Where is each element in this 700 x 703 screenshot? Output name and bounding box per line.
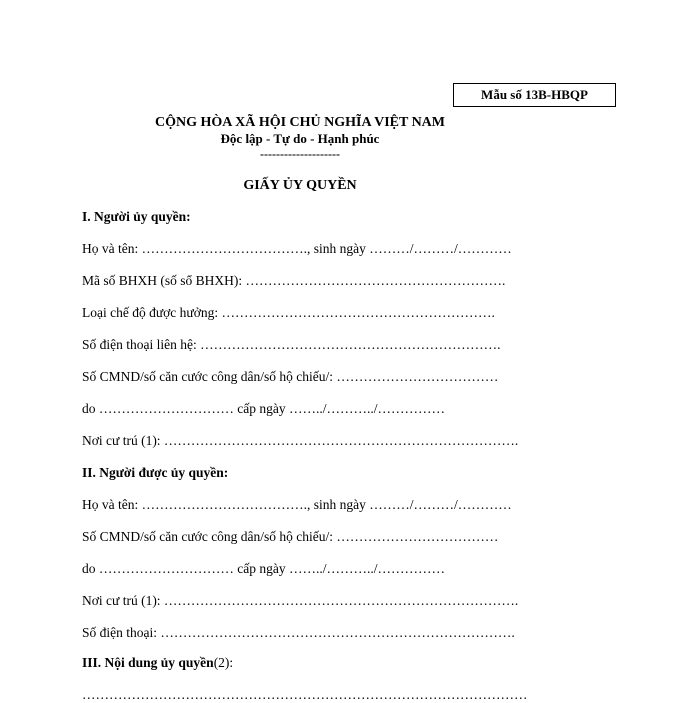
section-1-heading: I. Người ủy quyền: (82, 209, 191, 224)
section-2-line: Nơi cư trú (1): ……………………………………………………………………. (82, 593, 519, 608)
national-motto: Độc lập - Tự do - Hạnh phúc (220, 131, 380, 146)
section-3-heading-suffix: (2): (213, 655, 234, 670)
section-2-line: Số CMND/số căn cước công dân/số hộ chiếu/: ……………………………… (82, 529, 499, 544)
header-separator: -------------------- (260, 147, 340, 161)
section-2-line: do ………………………… cấp ngày ……../………../…………… (82, 561, 445, 576)
document-title: GIẤY ỦY QUYỀN (243, 178, 357, 193)
section-1-line: Loại chế độ được hưởng: ……………………………………………………. (82, 305, 495, 320)
section-3-line: ……………………………………………………………………………………… (82, 687, 528, 702)
section-1-line: Họ và tên: ………………………………., sinh ngày ………/………/………… (82, 241, 512, 256)
section-1-line: do ………………………… cấp ngày ……../………../…………… (82, 401, 445, 416)
section-3-heading-text: III. Nội dung ủy quyền (82, 655, 214, 670)
section-2-line: Họ và tên: ………………………………., sinh ngày ………/………/………… (82, 497, 512, 512)
form-code-box: Mẫu số 13B-HBQP (453, 83, 616, 107)
section-1-line: Số điện thoại liên hệ: …………………………………………………………. (82, 337, 501, 352)
section-2-heading: II. Người được ủy quyền: (82, 465, 229, 480)
country-name: CỘNG HÒA XÃ HỘI CHỦ NGHĨA VIỆT NAM (154, 115, 445, 130)
section-1-line: Nơi cư trú (1): ……………………………………………………………………. (82, 433, 519, 448)
section-2-line: Số điện thoại: ……………………………………………………………………. (82, 625, 515, 640)
section-1-line: Số CMND/số căn cước công dân/số hộ chiếu/: ……………………………… (82, 369, 499, 384)
section-3-heading (82, 655, 233, 671)
section-1-line: Mã số BHXH (số sổ BHXH): …………………………………………………. (82, 273, 506, 288)
